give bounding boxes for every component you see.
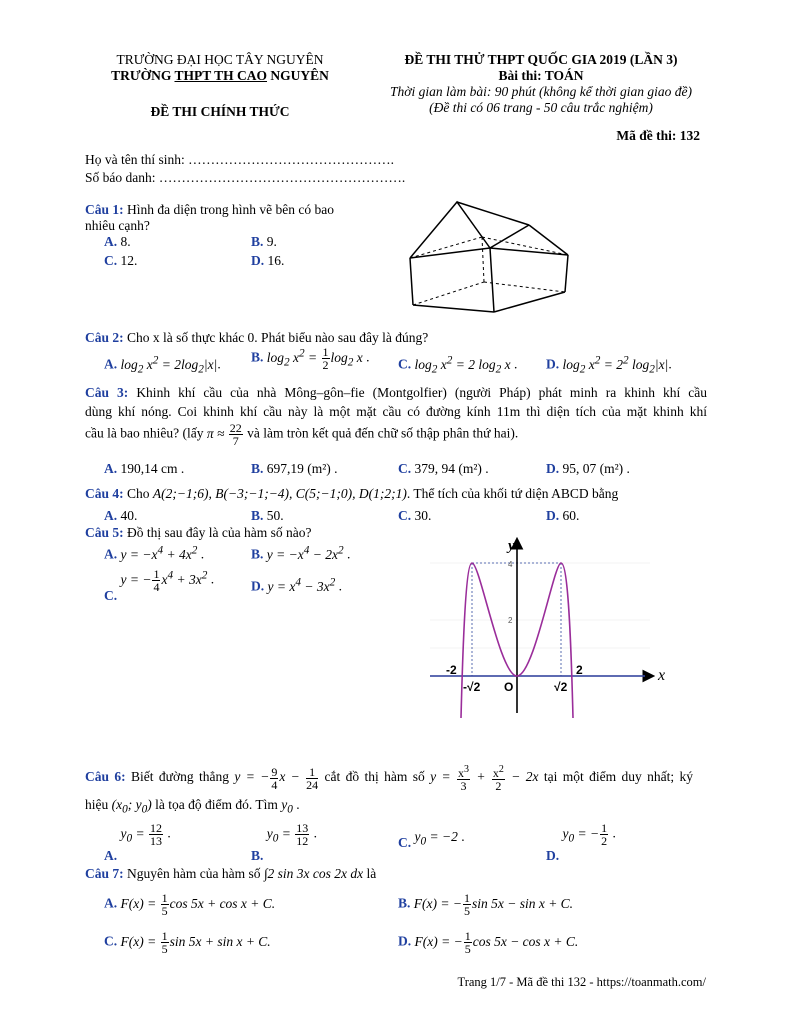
student-name-field[interactable]: Họ và tên thí sinh: ………………………………………. bbox=[85, 152, 394, 167]
q2-option-a[interactable]: A. $\log_2 x^2 = 2\log_2|x|$. bbox=[104, 354, 221, 376]
question-2: Câu 2: Cho x là số thực khác 0. Phát biểu nào sau đây là đúng? bbox=[85, 330, 429, 345]
q1-option-c[interactable]: C. 12. bbox=[104, 253, 138, 268]
polyhedron-figure bbox=[400, 195, 580, 320]
q1-text: Hình đa diện trong hình vẽ bên có bao bbox=[127, 202, 334, 217]
q1-text2: nhiêu cạnh? bbox=[85, 218, 150, 233]
q5-option-c[interactable]: C. y = − $\frac{1}{4}$ $x^4 + 3x^2$ . bbox=[104, 567, 215, 603]
q7-option-b[interactable]: B. F(x) = − $\frac{1}{5}$ sin 5x − sin x + C. bbox=[398, 891, 574, 918]
q6-option-d[interactable]: D. $y_0$ = − $\frac{1}{2}$ . bbox=[546, 821, 616, 863]
q4-option-b[interactable]: B. 50. bbox=[251, 508, 284, 523]
q6-option-a[interactable]: A. $y_0$ = $\frac{12}{13}$ . bbox=[104, 821, 171, 863]
q3-option-a[interactable]: A. 190,14 cm . bbox=[104, 461, 185, 476]
q1-option-d[interactable]: D. 16. bbox=[251, 253, 285, 268]
q3-option-b[interactable]: B. 697,19 (m²) . bbox=[251, 461, 338, 476]
q4-option-d[interactable]: D. 60. bbox=[546, 508, 580, 523]
graph-y-label: y bbox=[508, 538, 515, 554]
q7-option-c[interactable]: C. F(x) = $\frac{1}{5}$ sin 5x + sin x + C. bbox=[104, 929, 271, 956]
q3-option-c[interactable]: C. 379, 94 (m²) . bbox=[398, 461, 489, 476]
tick-y2: 2 bbox=[508, 616, 513, 625]
q2-option-d[interactable]: D. $\log_2 x^2 = 2^2$ $\log_2|x|$. bbox=[546, 354, 672, 376]
q4-option-c[interactable]: C. 30. bbox=[398, 508, 432, 523]
school-name bbox=[90, 52, 350, 120]
question-1 bbox=[85, 202, 385, 234]
exam-header bbox=[356, 52, 726, 116]
q1-option-a[interactable]: A. 8. bbox=[104, 234, 131, 249]
q6-option-c[interactable]: C. $y_0 = -2$ . bbox=[398, 829, 465, 850]
exam-time: Thời gian làm bài: 90 phút (không kể thời gian giao đề) bbox=[389, 84, 692, 99]
q7-option-a[interactable]: A. F(x) = $\frac{1}{5}$ cos 5x + cos x + C. bbox=[104, 891, 276, 918]
question-4: Câu 4: Cho A(2;−1;6), B(−3;−1;−4), C(5;−1;0), D(1;2;1). Thể tích của khối tứ diện ABCD bằng bbox=[85, 486, 619, 501]
q7-option-d[interactable]: D. F(x) = − $\frac{1}{5}$ cos 5x − cos x + C. bbox=[398, 929, 579, 956]
question-7: Câu 7: Nguyên hàm của hàm số ∫2 sin 3x cos 2x dx là bbox=[85, 866, 377, 881]
tick-neg2: -2 bbox=[446, 663, 457, 677]
student-id-field[interactable]: Số báo danh: ………………………………………………. bbox=[85, 170, 406, 185]
q6-option-b[interactable]: B. $y_0$ = $\frac{13}{12}$ . bbox=[251, 821, 318, 863]
page-footer: Trang 1/7 - Mã đề thi 132 - https://toanmath.com/ bbox=[457, 975, 706, 989]
tick-y4: 4 bbox=[508, 560, 513, 569]
exam-code: Mã đề thi: 132 bbox=[616, 128, 700, 143]
question-6: Câu 6: Biết đường thẳng y = − $\frac{9}{4}$ x − $\frac{1}{24}$ cắt đồ thị hàm số y = $\frac{x^3}{3}$ + $\frac{x^2}{2}$ − 2x tại một điểm duy nhất; ký bbox=[85, 764, 693, 793]
exam-title: ĐỀ THI THỬ THPT QUỐC GIA 2019 (LẦN 3) bbox=[404, 52, 678, 67]
school-line2: TRƯỜNG THPT TH CAO NGUYÊN bbox=[111, 68, 329, 83]
q2-option-c[interactable]: C. $\log_2 x^2 = 2$ $\log_2 x$ . bbox=[398, 354, 518, 376]
graph-x-label: x bbox=[658, 667, 666, 684]
q5-option-a[interactable]: A. $y = -x^4 + 4x^2$ . bbox=[104, 544, 205, 562]
q4-option-a[interactable]: A. 40. bbox=[104, 508, 138, 523]
q2-option-b[interactable]: B. $\log_2 x^2$ = $\frac{1}{2}$ $\log_2 x$ . bbox=[251, 345, 370, 372]
question-6-line2: hiệu ($x_0$; $y_0$) là tọa độ điểm đó. Tìm $y_0$ . bbox=[85, 797, 300, 816]
question-5: Câu 5: Đồ thị sau đây là của hàm số nào? bbox=[85, 525, 312, 540]
tick-sqrt2: √2 bbox=[554, 680, 568, 694]
q5-option-b[interactable]: B. $y = -x^4 - 2x^2$ . bbox=[251, 544, 351, 562]
exam-subject: Bài thi: TOÁN bbox=[498, 68, 584, 83]
q5-option-d[interactable]: D. $y = x^4 - 3x^2$ . bbox=[251, 576, 342, 594]
school-line1: TRƯỜNG ĐẠI HỌC TÂY NGUYÊN bbox=[116, 52, 324, 67]
question-3: Câu 3: Khinh khí cầu của nhà Mông–gôn–fie (Montgolfier) (người Pháp) phát minh ra khinh khí cầu dùng khí nóng. Coi khinh khí cầu này là một mặt cầu có đường kính 11m thì diện tích của mặt khinh khí bbox=[85, 385, 707, 419]
official-label: ĐỀ THI CHÍNH THỨC bbox=[150, 104, 290, 119]
tick-neg-sqrt2: -√2 bbox=[463, 680, 481, 694]
exam-pages: (Đề thi có 06 trang - 50 câu trắc nghiệm) bbox=[429, 100, 653, 115]
q3-line3: cầu là bao nhiêu? (lấy π ≈ $\frac{22}{7}$ và làm tròn kết quả đến chữ số thập phân thứ hai). bbox=[85, 421, 519, 448]
q1-option-b[interactable]: B. 9. bbox=[251, 234, 277, 249]
function-graph bbox=[430, 528, 680, 738]
tick-origin: O bbox=[504, 680, 514, 694]
q1-label: Câu 1: bbox=[85, 202, 124, 217]
q3-option-d[interactable]: D. 95, 07 (m²) . bbox=[546, 461, 630, 476]
tick-2: 2 bbox=[576, 663, 583, 677]
